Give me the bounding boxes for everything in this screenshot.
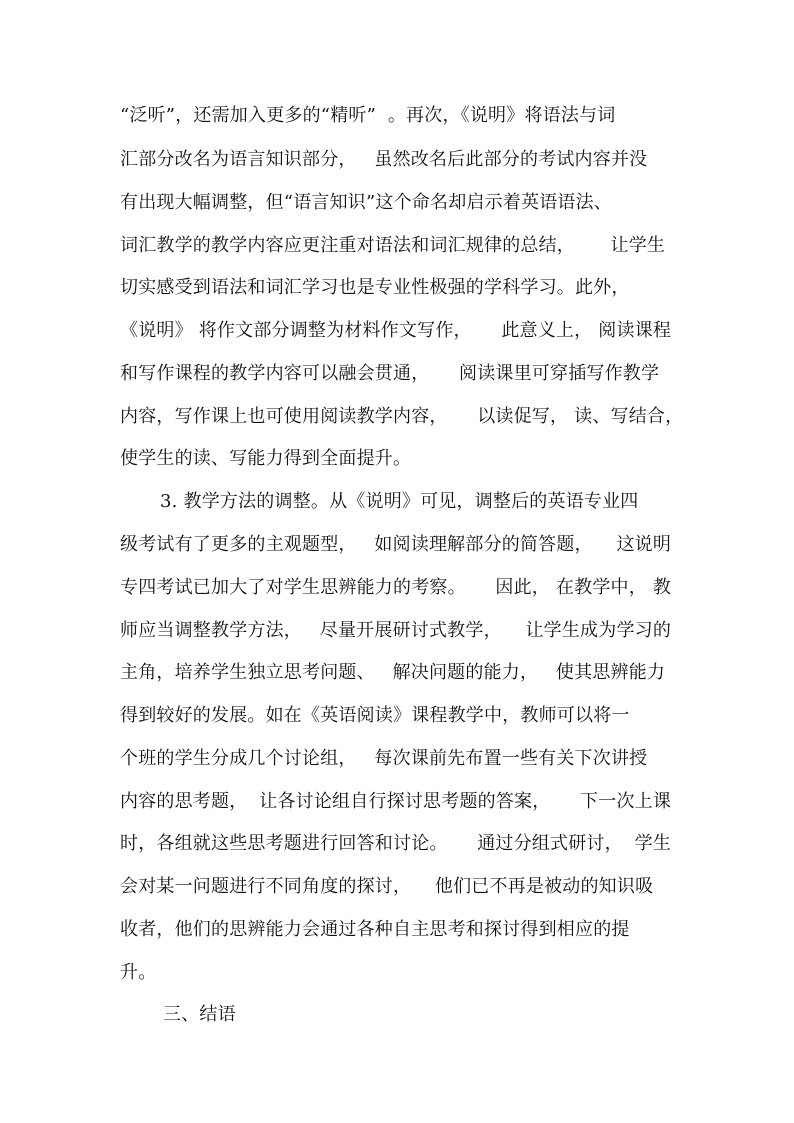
text-line: 得到较好的发展。如在《英语阅读》课程教学中，教师可以将一 <box>120 705 630 726</box>
text-line: 内容，写作课上也可使用阅读教学内容， 以读促写， 读、写结合， <box>120 406 684 427</box>
text-line: 会对某一问题进行不同角度的探讨， 他们已不再是被动的知识吸 <box>120 876 654 897</box>
text-line: 升。 <box>120 962 157 983</box>
text-line: 时，各组就这些思考题进行回答和讨论。 通过分组式研讨， 学生 <box>120 833 672 854</box>
text-line: 内容的思考题， 让各讨论组自行探讨思考题的答案， 下一次上课 <box>120 791 672 812</box>
text-line: 3. 教学方法的调整。从《说明》可见，调整后的英语专业四 <box>160 491 639 512</box>
text-line: “泛听”，还需加入更多的“精听” 。再次，《说明》将语法与词 <box>120 105 616 126</box>
section-heading: 三、结语 <box>163 1004 236 1025</box>
text-line: 收者，他们的思辨能力会通过各种自主思考和探讨得到相应的提 <box>120 919 630 940</box>
text-line: 专四考试已加大了对学生思辨能力的考察。 因此， 在教学中， 教 <box>120 577 672 598</box>
text-line: 主角，培养学生独立思考问题、 解决问题的能力， 使其思辨能力 <box>120 662 666 683</box>
text-line: 个班的学生分成几个讨论组， 每次课前先布置一些有关下次讲授 <box>120 748 648 769</box>
text-line: 词汇教学的教学内容应更注重对语法和词汇规律的总结， 让学生 <box>120 235 666 256</box>
text-line: 使学生的读、写能力得到全面提升。 <box>120 448 412 469</box>
text-line: 级考试有了更多的主观题型， 如阅读理解部分的简答题， 这说明 <box>120 534 672 555</box>
text-line: 汇部分改名为语言知识部分， 虽然改名后此部分的考试内容并没 <box>120 149 648 170</box>
text-line: 《说明》 将作文部分调整为材料作文写作， 此意义上， 阅读课程 <box>120 320 672 341</box>
text-line: 师应当调整教学方法， 尽量开展研讨式教学， 让学生成为学习的 <box>120 620 672 641</box>
text-line: 切实感受到语法和词汇学习也是专业性极强的学科学习。此外， <box>120 277 630 298</box>
text-line: 和写作课程的教学内容可以融会贯通， 阅读课里可穿插写作教学 <box>120 363 660 384</box>
text-line: 有出现大幅调整，但“语言知识”这个命名却启示着英语语法、 <box>120 192 613 213</box>
